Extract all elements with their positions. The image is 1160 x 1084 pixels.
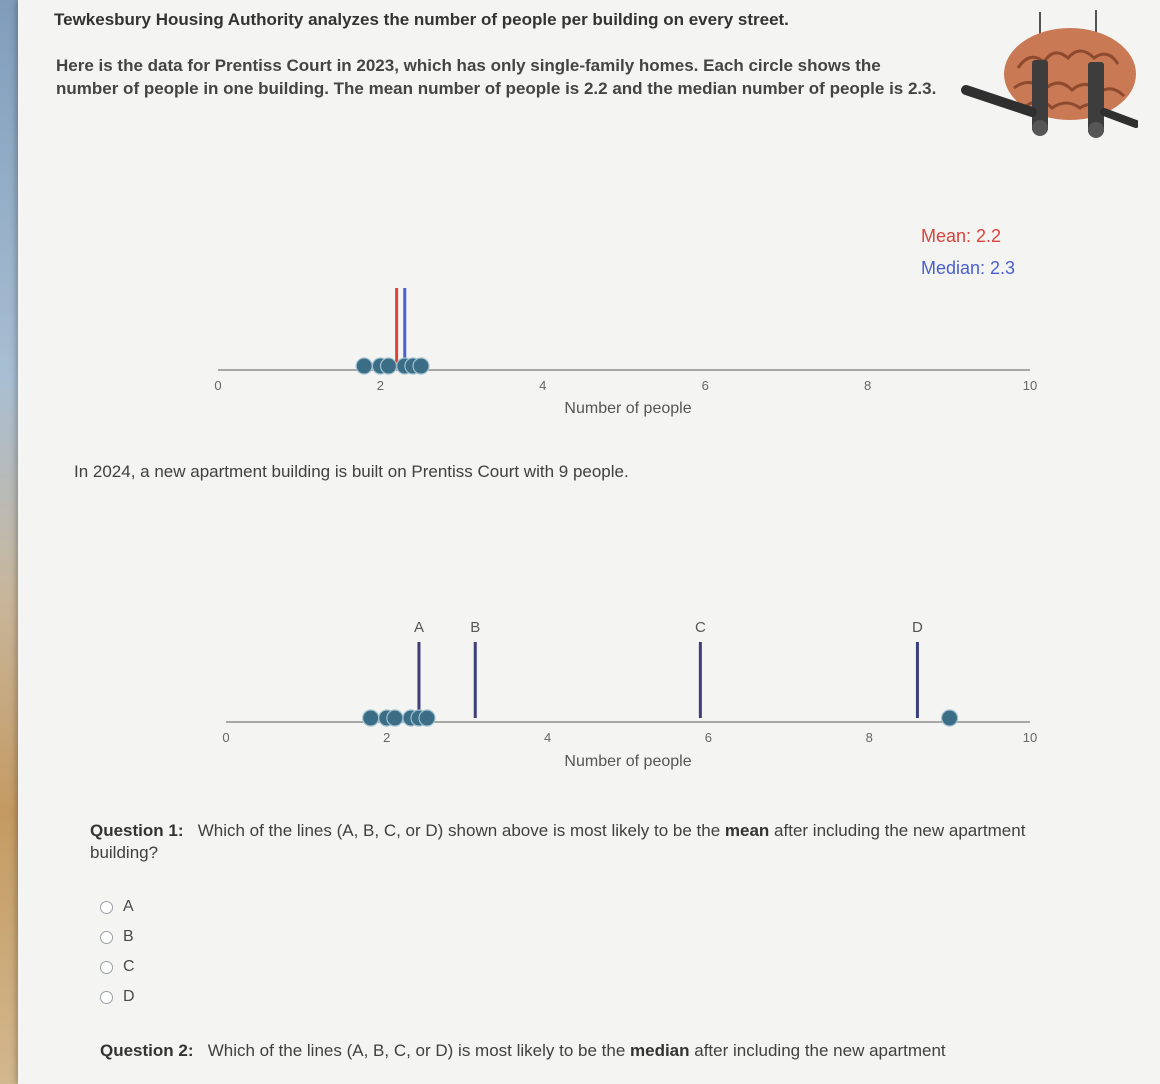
option-d[interactable]: [100, 982, 135, 1012]
mean-legend-label: Mean: 2.2: [921, 226, 1002, 246]
question-1-after: after including the new apartment building?: [90, 821, 1026, 862]
x-tick-label: 8: [865, 730, 873, 745]
radio-button[interactable]: [100, 961, 113, 974]
worksheet-page: [18, 0, 1160, 1084]
option-a[interactable]: [100, 892, 135, 922]
year-2024-note: In 2024, a new apartment building is built on Prentiss Court with 9 people.: [74, 462, 629, 481]
reference-line-label: C: [694, 619, 706, 636]
brain-illustration-icon: [948, 8, 1138, 148]
x-tick-label: 10: [1022, 378, 1038, 393]
median-legend-label: Median: 2.3: [921, 258, 1016, 278]
x-tick-label: 0: [214, 378, 222, 393]
question-2-label: Question 2:: [100, 1041, 194, 1060]
x-tick-label: 4: [543, 730, 552, 745]
question-1-emphasis: mean: [724, 821, 770, 840]
chart-2024-dot-plot: [158, 590, 1098, 780]
chart-2023-dot-plot: [158, 220, 1098, 440]
x-tick-label: 4: [539, 378, 547, 393]
radio-button[interactable]: [100, 931, 113, 944]
option-c[interactable]: [100, 952, 135, 982]
intro-heading: Tewkesbury Housing Authority analyzes the number of people per building on every street.: [54, 10, 789, 29]
reference-line-label: D: [912, 619, 923, 636]
data-dot: [413, 358, 429, 374]
data-dot: [363, 710, 379, 726]
x-tick-label: 8: [863, 378, 872, 393]
radio-button[interactable]: [100, 901, 113, 914]
question-2-text: [100, 1040, 1090, 1062]
x-tick-label: 6: [701, 378, 709, 393]
data-dot: [381, 358, 397, 374]
x-tick-label: 6: [704, 730, 713, 745]
question-1-before: Which of the lines (A, B, C, or D) shown above is most likely to be the: [197, 821, 725, 840]
question-2-before: Which of the lines (A, B, C, or D) is most likely to be the: [207, 1041, 630, 1060]
question-1-text: [90, 820, 1080, 864]
x-tick-label: 2: [383, 730, 391, 745]
option-label: C: [123, 958, 135, 975]
x-tick-label: 10: [1022, 730, 1038, 745]
x-tick-label: 0: [222, 730, 230, 745]
option-label: B: [123, 928, 134, 945]
x-tick-label: 2: [376, 378, 385, 393]
question-1-options: [100, 892, 135, 1012]
option-label: D: [123, 988, 135, 1005]
intro-description: Here is the data for Prentiss Court in 2023, which has only single-family homes. Each circle shows the number of people in one building. The mean number of people is 2.2 and the median number of people is 2.3.: [56, 56, 937, 98]
radio-button[interactable]: [100, 991, 113, 1004]
question-1-label: Question 1:: [90, 821, 184, 840]
x-axis-label: Number of people: [564, 400, 692, 417]
question-2-emphasis: median: [630, 1041, 690, 1060]
reference-line-label: A: [413, 619, 424, 636]
option-b[interactable]: [100, 922, 135, 952]
x-axis-label: Number of people: [564, 753, 692, 770]
data-dot: [419, 710, 435, 726]
data-dot: [942, 710, 958, 726]
data-dot: [356, 358, 372, 374]
reference-line-label: B: [470, 619, 481, 636]
option-label: A: [123, 898, 134, 915]
data-dot: [387, 710, 403, 726]
question-2-after: after including the new apartment: [689, 1041, 946, 1060]
